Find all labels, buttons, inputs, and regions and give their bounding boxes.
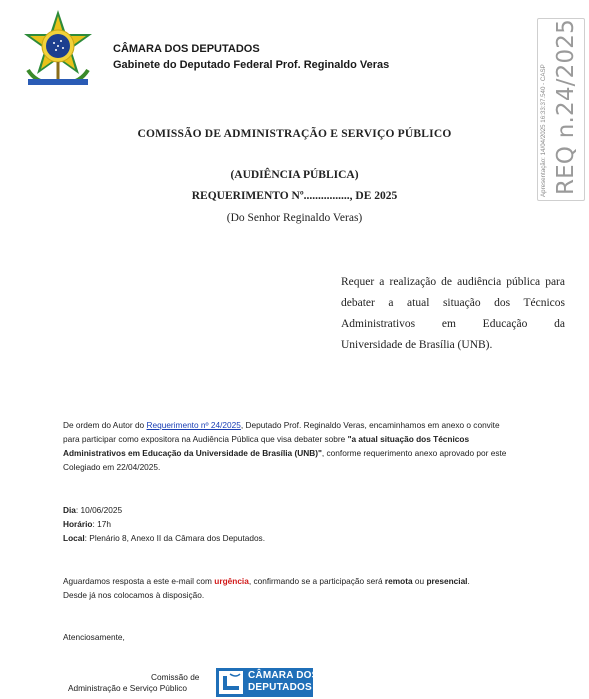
event-time [63,517,563,531]
in-person-option: presencial [426,576,468,586]
invitation-paragraph [63,418,563,474]
logo-text-line2: DEPUTADOS [248,682,312,693]
request-link[interactable]: Requerimento nº 24/2025 [146,420,241,430]
topic-text: "a atual situação dos Técnicos [347,434,470,444]
request-author: (Do Senhor Reginaldo Veras) [226,212,363,224]
date-label: Dia [63,505,76,515]
paragraph-line [63,418,563,432]
text: Aguardamos resposta a este e-mail com [63,576,215,586]
office-name: Gabinete do Deputado Federal Prof. Reginaldo Veras [113,59,390,71]
footer-committee-line1: Comissão de [151,672,200,682]
summary-line: Universidade de Brasília (UNB). [341,339,493,351]
brazil-coat-of-arms-icon [19,8,97,88]
institution-name: CÂMARA DOS DEPUTADOS [113,43,260,55]
response-request-paragraph [63,574,563,602]
paragraph-line: Colegiado em 22/04/2025. [63,462,161,472]
closing-salutation: Atenciosamente, [63,632,125,642]
date-value: : 10/06/2025 [75,505,123,515]
stamp-request-code: REQ n.24/2025 [553,19,579,195]
topic-text: Administrativos em Educação da Universidade de Brasília (UNB)" [63,448,322,458]
footer-committee-line2: Administração e Serviço Público [68,683,187,693]
text: , Deputado Prof. Reginaldo Veras, encaminhamos em anexo o convite [240,420,500,430]
text: De ordem do Autor do [63,420,147,430]
event-date [63,503,563,517]
paragraph-line [63,574,563,588]
time-label: Horário [63,519,93,529]
text: , confirmando se a participação será [248,576,385,586]
text: ou [412,576,427,586]
paragraph-line [63,432,563,446]
time-value: : 17h [92,519,111,529]
stamp-presentation-date: Apresentação: 14/04/2025 16:33:37.540 - CASP [540,64,547,197]
summary-line: Requer a realização de audiência pública para [341,276,565,288]
event-details [63,503,563,545]
hearing-title: (AUDIÊNCIA PÚBLICA) [230,169,359,181]
request-number-title: REQUERIMENTO Nº................, DE 2025 [191,190,398,202]
remote-option: remota [384,576,413,586]
location-value: : Plenário 8, Anexo II da Câmara dos Deputados. [84,533,266,543]
summary-line: debater a atual situação dos Técnicos [341,297,565,309]
text: , conforme requerimento anexo aprovado por este [321,448,507,458]
text: . [467,576,470,586]
summary-line: Administrativos em Educação da [341,318,565,330]
paragraph-line: Desde já nos colocamos à disposição. [63,590,205,600]
event-location [63,531,563,545]
urgency-text: urgência [214,576,249,586]
text: para participar como expositora na Audiência Pública que visa debater sobre [63,434,348,444]
paragraph-line [63,446,563,460]
logo-text-line1: CÂMARA DOS [248,670,319,681]
location-label: Local [63,533,85,543]
commission-title: COMISSÃO DE ADMINISTRAÇÃO E SERVIÇO PÚBLICO [137,128,452,140]
request-summary [341,272,565,356]
